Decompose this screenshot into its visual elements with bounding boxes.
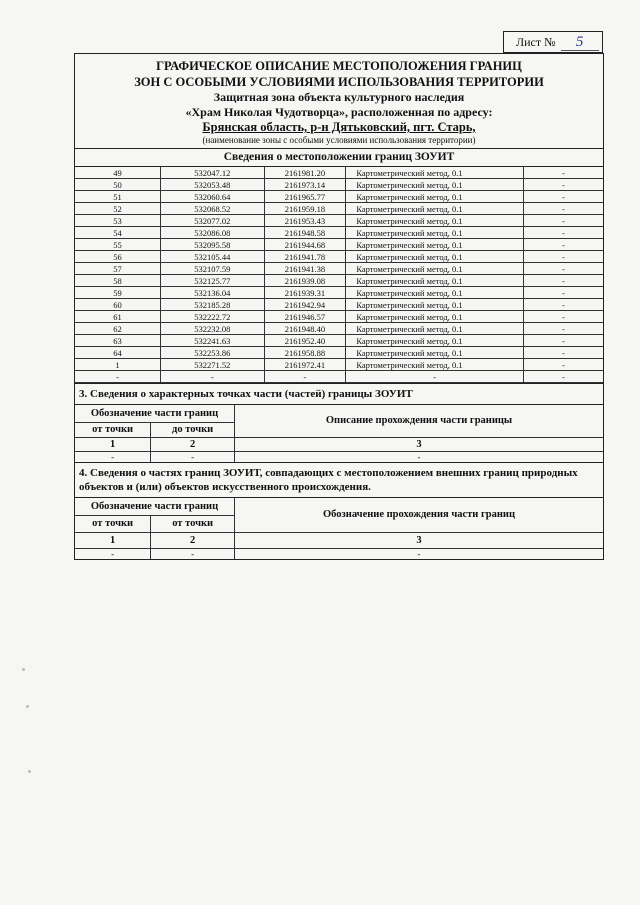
section-4-table bbox=[75, 498, 603, 559]
point-description: - bbox=[523, 311, 603, 323]
title-line-1: ГРАФИЧЕСКОЕ ОПИСАНИЕ МЕСТОПОЛОЖЕНИЯ ГРАНИЦ bbox=[156, 59, 522, 73]
method-accuracy: Картометрический метод, 0.1 bbox=[346, 335, 524, 347]
coordinate-y: 2161946.57 bbox=[264, 311, 346, 323]
point-number: 57 bbox=[75, 263, 161, 275]
point-number: 63 bbox=[75, 335, 161, 347]
coordinate-row bbox=[75, 335, 603, 347]
point-description: - bbox=[523, 371, 603, 383]
point-number: 61 bbox=[75, 311, 161, 323]
point-description: - bbox=[523, 167, 603, 179]
coordinate-row bbox=[75, 203, 603, 215]
section-3-table bbox=[75, 405, 603, 462]
section-3-col-desc: Описание прохождения части границы bbox=[235, 405, 603, 437]
coordinate-row bbox=[75, 227, 603, 239]
method-accuracy: Картометрический метод, 0.1 bbox=[346, 275, 524, 287]
section-3-empty-desc: - bbox=[235, 451, 603, 462]
point-description: - bbox=[523, 287, 603, 299]
coordinate-y: 2161959.18 bbox=[264, 203, 346, 215]
coordinate-y: 2161958.88 bbox=[264, 347, 346, 359]
coordinate-x: 532232.08 bbox=[161, 323, 265, 335]
coordinate-row bbox=[75, 323, 603, 335]
point-description: - bbox=[523, 323, 603, 335]
section-4-num-from: 1 bbox=[75, 532, 151, 548]
section-4-col-from: от точки bbox=[75, 515, 151, 532]
coordinate-x: 532125.77 bbox=[161, 275, 265, 287]
coordinate-y: 2161939.08 bbox=[264, 275, 346, 287]
section-4-empty-from: - bbox=[75, 548, 151, 559]
point-number: 59 bbox=[75, 287, 161, 299]
point-number: 51 bbox=[75, 191, 161, 203]
coordinate-row bbox=[75, 371, 603, 383]
point-number: 55 bbox=[75, 239, 161, 251]
point-number: 60 bbox=[75, 299, 161, 311]
coordinate-y: 2161941.78 bbox=[264, 251, 346, 263]
method-accuracy: Картометрический метод, 0.1 bbox=[346, 239, 524, 251]
coordinate-x: 532053.48 bbox=[161, 179, 265, 191]
coordinate-row bbox=[75, 167, 603, 179]
method-accuracy: Картометрический метод, 0.1 bbox=[346, 251, 524, 263]
point-number: 50 bbox=[75, 179, 161, 191]
coordinate-y: 2161972.41 bbox=[264, 359, 346, 371]
point-description: - bbox=[523, 179, 603, 191]
coordinate-x: 532222.72 bbox=[161, 311, 265, 323]
scan-speck bbox=[22, 668, 25, 671]
coordinate-x: 532068.52 bbox=[161, 203, 265, 215]
method-accuracy: Картометрический метод, 0.1 bbox=[346, 179, 524, 191]
coordinate-row bbox=[75, 263, 603, 275]
section-3-col-from: от точки bbox=[75, 422, 151, 437]
method-accuracy: Картометрический метод, 0.1 bbox=[346, 167, 524, 179]
section-3-col-group: Обозначение части границ bbox=[75, 405, 235, 422]
point-number: 52 bbox=[75, 203, 161, 215]
method-accuracy: Картометрический метод, 0.1 bbox=[346, 299, 524, 311]
coordinate-row bbox=[75, 191, 603, 203]
section-3-col-to: до точки bbox=[151, 422, 235, 437]
coordinate-y: 2161965.77 bbox=[264, 191, 346, 203]
method-accuracy: Картометрический метод, 0.1 bbox=[346, 359, 524, 371]
header-caption: (наименование зоны с особыми условиями использования территории) bbox=[202, 135, 476, 145]
coordinate-x: 532253.86 bbox=[161, 347, 265, 359]
point-description: - bbox=[523, 239, 603, 251]
address-line: Брянская область, р-н Дятьковский, пгт. Старь, bbox=[202, 120, 476, 134]
section-4-num-desc: 3 bbox=[235, 532, 603, 548]
coordinate-row bbox=[75, 179, 603, 191]
scan-speck bbox=[28, 770, 31, 773]
method-accuracy: Картометрический метод, 0.1 bbox=[346, 203, 524, 215]
point-number: 53 bbox=[75, 215, 161, 227]
point-description: - bbox=[523, 251, 603, 263]
point-number: 54 bbox=[75, 227, 161, 239]
sheet-number-box bbox=[503, 31, 603, 53]
section-4-empty-to: - bbox=[151, 548, 235, 559]
point-number: - bbox=[75, 371, 161, 383]
method-accuracy: Картометрический метод, 0.1 bbox=[346, 191, 524, 203]
point-number: 62 bbox=[75, 323, 161, 335]
coordinate-y: - bbox=[264, 371, 346, 383]
method-accuracy: Картометрический метод, 0.1 bbox=[346, 347, 524, 359]
coordinate-row bbox=[75, 275, 603, 287]
coordinate-x: 532185.28 bbox=[161, 299, 265, 311]
method-accuracy: Картометрический метод, 0.1 bbox=[346, 287, 524, 299]
section-4-col-to: от точки bbox=[151, 515, 235, 532]
coordinate-y: 2161981.20 bbox=[264, 167, 346, 179]
coordinate-row bbox=[75, 299, 603, 311]
section-4-col-group: Обозначение части границ bbox=[75, 498, 235, 515]
subtitle-line-1: Защитная зона объекта культурного наследия bbox=[213, 90, 465, 104]
point-description: - bbox=[523, 335, 603, 347]
coordinate-x: 532107.59 bbox=[161, 263, 265, 275]
point-description: - bbox=[523, 263, 603, 275]
subtitle-line-2: «Храм Николая Чудотворца», расположенная по адресу: bbox=[185, 105, 493, 119]
point-number: 64 bbox=[75, 347, 161, 359]
coordinate-x: 532086.08 bbox=[161, 227, 265, 239]
coordinate-row bbox=[75, 359, 603, 371]
point-description: - bbox=[523, 215, 603, 227]
method-accuracy: Картометрический метод, 0.1 bbox=[346, 311, 524, 323]
coordinate-x: 532060.64 bbox=[161, 191, 265, 203]
point-description: - bbox=[523, 347, 603, 359]
section-4-empty-desc: - bbox=[235, 548, 603, 559]
point-description: - bbox=[523, 227, 603, 239]
point-number: 58 bbox=[75, 275, 161, 287]
coordinate-y: 2161944.68 bbox=[264, 239, 346, 251]
coordinate-x: 532136.04 bbox=[161, 287, 265, 299]
point-description: - bbox=[523, 275, 603, 287]
document-form bbox=[74, 53, 604, 560]
section-3-num-desc: 3 bbox=[235, 437, 603, 451]
coordinate-y: 2161941.38 bbox=[264, 263, 346, 275]
document-header bbox=[75, 54, 603, 149]
method-accuracy: Картометрический метод, 0.1 bbox=[346, 227, 524, 239]
coordinate-row bbox=[75, 287, 603, 299]
coordinate-x: 532241.63 bbox=[161, 335, 265, 347]
section-3-num-from: 1 bbox=[75, 437, 151, 451]
section-4-col-desc: Обозначение прохождения части границ bbox=[235, 498, 603, 532]
method-accuracy: Картометрический метод, 0.1 bbox=[346, 215, 524, 227]
point-description: - bbox=[523, 191, 603, 203]
coordinate-y: 2161942.94 bbox=[264, 299, 346, 311]
coordinate-row bbox=[75, 347, 603, 359]
section-3-num-to: 2 bbox=[151, 437, 235, 451]
coordinate-x: 532047.12 bbox=[161, 167, 265, 179]
coordinate-y: 2161973.14 bbox=[264, 179, 346, 191]
section-3-empty-from: - bbox=[75, 451, 151, 462]
coordinate-x: 532095.58 bbox=[161, 239, 265, 251]
coordinate-y: 2161952.40 bbox=[264, 335, 346, 347]
coordinate-x: 532077.02 bbox=[161, 215, 265, 227]
point-description: - bbox=[523, 299, 603, 311]
point-description: - bbox=[523, 359, 603, 371]
coordinate-y: 2161948.40 bbox=[264, 323, 346, 335]
method-accuracy: Картометрический метод, 0.1 bbox=[346, 323, 524, 335]
point-number: 49 bbox=[75, 167, 161, 179]
coordinate-row bbox=[75, 251, 603, 263]
coordinate-y: 2161948.58 bbox=[264, 227, 346, 239]
section-4-num-to: 2 bbox=[151, 532, 235, 548]
title-line-2: ЗОН С ОСОБЫМИ УСЛОВИЯМИ ИСПОЛЬЗОВАНИЯ ТЕРРИТОРИИ bbox=[134, 75, 544, 89]
method-accuracy: Картометрический метод, 0.1 bbox=[346, 263, 524, 275]
section-3-empty-to: - bbox=[151, 451, 235, 462]
coordinates-table bbox=[75, 167, 603, 383]
sheet-number: 5 bbox=[561, 34, 599, 51]
coordinate-row bbox=[75, 215, 603, 227]
coordinate-y: 2161953.43 bbox=[264, 215, 346, 227]
coordinate-y: 2161939.31 bbox=[264, 287, 346, 299]
section-2-title: Сведения о местоположении границ ЗОУИТ bbox=[75, 149, 603, 167]
point-number: 56 bbox=[75, 251, 161, 263]
coordinate-row bbox=[75, 239, 603, 251]
section-4-title: 4. Сведения о частях границ ЗОУИТ, совпадающих с местоположением внешних границ природных объектов и (или) объектов искусственного происхождения. bbox=[75, 462, 603, 498]
scan-speck bbox=[26, 705, 29, 708]
coordinate-x: - bbox=[161, 371, 265, 383]
point-number: 1 bbox=[75, 359, 161, 371]
section-3-title: 3. Сведения о характерных точках части (частей) границы ЗОУИТ bbox=[75, 383, 603, 405]
sheet-label: Лист № bbox=[516, 35, 556, 49]
method-accuracy: - bbox=[346, 371, 524, 383]
coordinate-x: 532271.52 bbox=[161, 359, 265, 371]
coordinate-row bbox=[75, 311, 603, 323]
coordinate-x: 532105.44 bbox=[161, 251, 265, 263]
point-description: - bbox=[523, 203, 603, 215]
